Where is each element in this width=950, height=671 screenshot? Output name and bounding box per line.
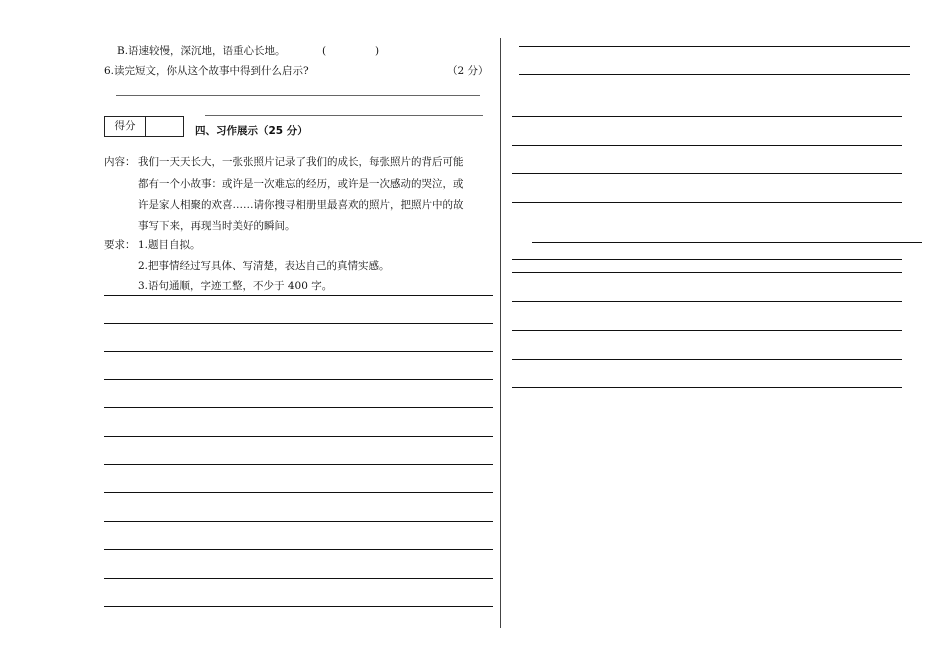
writing-line bbox=[512, 330, 902, 331]
answer-paren-close: ) bbox=[375, 45, 380, 57]
writing-line bbox=[512, 272, 902, 273]
writing-line bbox=[512, 202, 902, 203]
requirement-1: 1.题目自拟。 bbox=[138, 239, 201, 251]
writing-line bbox=[104, 436, 493, 437]
writing-line bbox=[512, 301, 902, 302]
writing-line bbox=[104, 606, 493, 607]
writing-line bbox=[512, 116, 902, 117]
option-b-text: B.语速较慢，深沉地，语重心长地。 bbox=[117, 45, 286, 57]
writing-line bbox=[512, 259, 902, 260]
content-line-3: 许是家人相聚的欢喜……请你搜寻相册里最喜欢的照片，把照片中的故 bbox=[138, 199, 464, 211]
requirement-2: 2.把事情经过写具体、写清楚，表达自己的真情实感。 bbox=[138, 260, 390, 272]
writing-line bbox=[104, 407, 493, 408]
writing-line bbox=[512, 387, 902, 388]
requirement-3: 3.语句通顺，字迹工整，不少于 400 字。 bbox=[138, 280, 333, 292]
content-line-2: 都有一个小故事：或许是一次难忘的经历，或许是一次感动的哭泣，或 bbox=[138, 178, 464, 190]
score-box bbox=[104, 116, 184, 137]
content-line-1: 我们一天天长大，一张张照片记录了我们的成长，每张照片的背后可能 bbox=[138, 156, 464, 168]
writing-line bbox=[104, 295, 493, 296]
writing-line bbox=[104, 351, 493, 352]
content-label: 内容： bbox=[104, 156, 136, 168]
writing-line bbox=[104, 492, 493, 493]
question-6-points: （2 分） bbox=[447, 65, 489, 77]
writing-line bbox=[104, 549, 493, 550]
writing-line bbox=[104, 379, 493, 380]
writing-line bbox=[519, 46, 910, 47]
writing-line bbox=[104, 464, 493, 465]
writing-line bbox=[512, 145, 902, 146]
writing-line bbox=[104, 578, 493, 579]
column-divider bbox=[500, 38, 501, 628]
writing-line bbox=[519, 74, 910, 75]
score-label: 得分 bbox=[105, 117, 146, 136]
writing-line bbox=[104, 323, 493, 324]
question-6: 6.读完短文，你从这个故事中得到什么启示? bbox=[104, 65, 309, 77]
answer-paren-open: ( bbox=[322, 45, 327, 57]
requirements-label: 要求： bbox=[104, 239, 136, 251]
answer-line-q6 bbox=[116, 95, 480, 96]
section-title: 四、习作展示（25 分） bbox=[195, 125, 308, 137]
content-line-4: 事写下来，再现当时美好的瞬间。 bbox=[138, 220, 296, 232]
writing-line bbox=[512, 359, 902, 360]
writing-line bbox=[104, 521, 493, 522]
writing-line bbox=[532, 242, 922, 243]
writing-line bbox=[512, 173, 902, 174]
answer-line-q6-2 bbox=[205, 115, 483, 116]
